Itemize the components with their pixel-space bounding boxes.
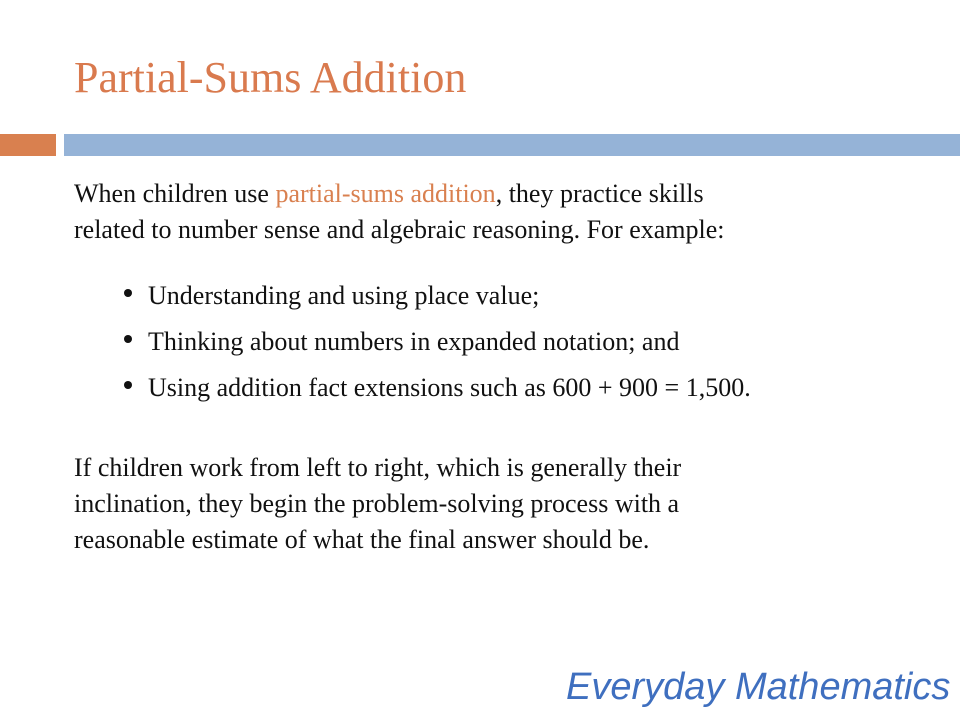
bullet-text: Understanding and using place value; xyxy=(148,281,540,310)
intro-text-before: When children use xyxy=(74,179,276,208)
highlighted-term: partial-sums addition xyxy=(275,179,496,208)
brand-footer xyxy=(566,662,960,718)
closing-paragraph xyxy=(74,450,681,558)
closing-line-3: reasonable estimate of what the final answer should be. xyxy=(74,525,650,554)
intro-text-after: , they practice skills xyxy=(495,179,704,208)
closing-line-1: If children work from left to right, which is generally their xyxy=(74,453,682,482)
closing-line-2: inclination, they begin the problem-solving process with a xyxy=(74,489,680,518)
brand-name: Everyday Mathematics xyxy=(566,666,951,708)
slide-title: Partial-Sums Addition xyxy=(74,53,467,102)
bullet-item xyxy=(122,370,751,416)
bullet-list xyxy=(122,278,751,416)
bullet-text: Using addition fact extensions such as 600 + 900 = 1,500. xyxy=(148,373,751,402)
title-accent-bar xyxy=(0,134,56,156)
bullet-text: Thinking about numbers in expanded notation; and xyxy=(148,327,680,356)
bullet-dot-icon xyxy=(124,381,132,389)
bullet-item xyxy=(122,324,751,370)
intro-paragraph xyxy=(74,176,894,248)
intro-line-2: related to number sense and algebraic reasoning. For example: xyxy=(74,215,725,244)
intro-line-1 xyxy=(74,176,894,212)
bullet-dot-icon xyxy=(124,335,132,343)
bullet-item xyxy=(122,278,751,324)
title-divider-bar xyxy=(64,134,960,156)
bullet-dot-icon xyxy=(124,289,132,297)
